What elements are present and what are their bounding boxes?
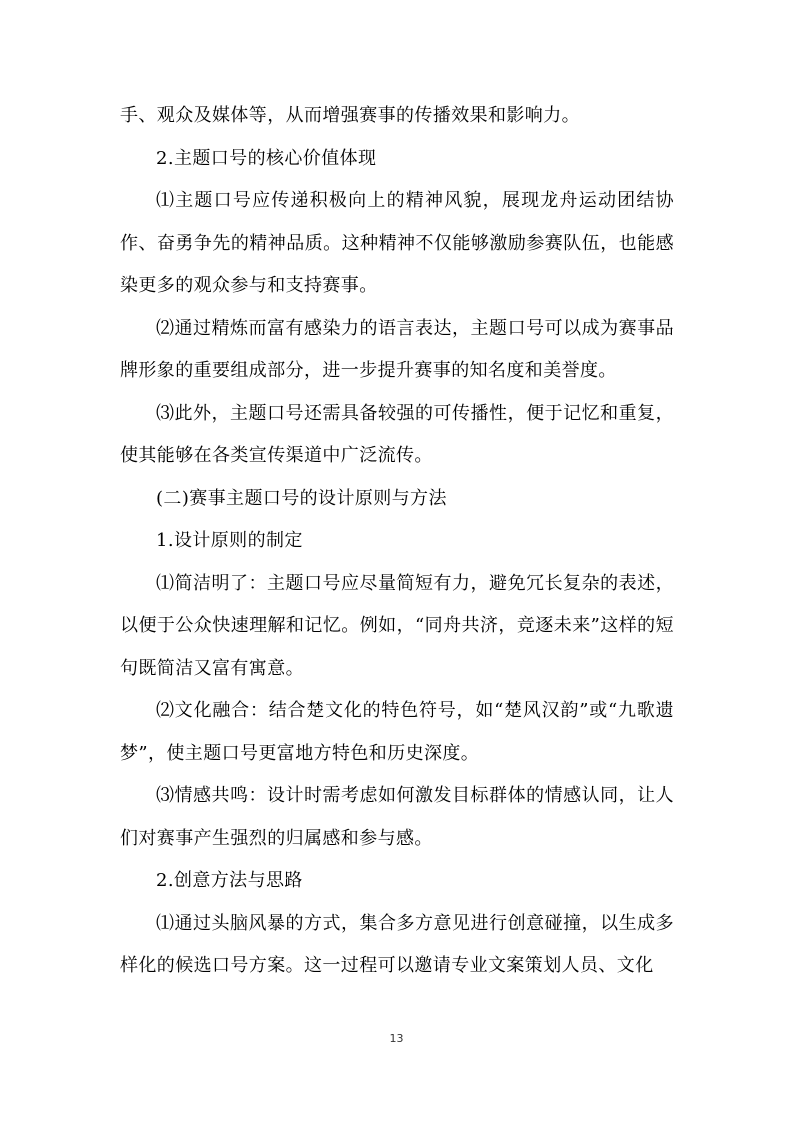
section-heading-design-principles: (二)赛事主题口号的设计原则与方法 bbox=[156, 487, 447, 509]
paragraph-item-3: ⑶此外，主题口号还需具备较强的可传播性，便于记忆和重复，使其能够在各类宣传渠道中广泛流传。 bbox=[120, 402, 674, 466]
page-number: 13 bbox=[389, 1032, 404, 1045]
subheading-creative-methods: 2.创意方法与思路 bbox=[156, 870, 303, 891]
paragraph-item-1: ⑴主题口号应传递积极向上的精神风貌，展现龙舟运动团结协作、奋勇争先的精神品质。这种精神不仅能够激励参赛队伍，也能感染更多的观众参与和支持赛事。 bbox=[120, 190, 674, 296]
paragraph-item-2: ⑵通过精炼而富有感染力的语言表达，主题口号可以成为赛事品牌形象的重要组成部分，进一步提升赛事的知名度和美誉度。 bbox=[120, 317, 674, 381]
paragraph-method-1: ⑴通过头脑风暴的方式，集合多方意见进行创意碰撞，以生成多样化的候选口号方案。这一过程可以邀请专业文案策划人员、文化 bbox=[120, 912, 674, 976]
paragraph-principle-2: ⑵文化融合：结合楚文化的特色符号，如“楚风汉韵”或“九歌遗梦”，使主题口号更富地方特色和历史深度。 bbox=[120, 700, 674, 764]
paragraph-principle-1: ⑴简洁明了：主题口号应尽量简短有力，避免冗长复杂的表述，以便于公众快速理解和记忆。例如，“同舟共济，竞逐未来”这样的短句既简洁又富有寓意。 bbox=[120, 572, 674, 679]
subheading-core-value: 2.主题口号的核心价值体现 bbox=[156, 147, 377, 169]
paragraph-continuation: 手、观众及媒体等，从而增强赛事的传播效果和影响力。 bbox=[120, 105, 580, 126]
paragraph-principle-3: ⑶情感共鸣：设计时需考虑如何激发目标群体的情感认同，让人们对赛事产生强烈的归属感和参与感。 bbox=[120, 785, 674, 849]
subheading-design-principles: 1.设计原则的制定 bbox=[156, 530, 303, 551]
document-body bbox=[120, 95, 674, 988]
